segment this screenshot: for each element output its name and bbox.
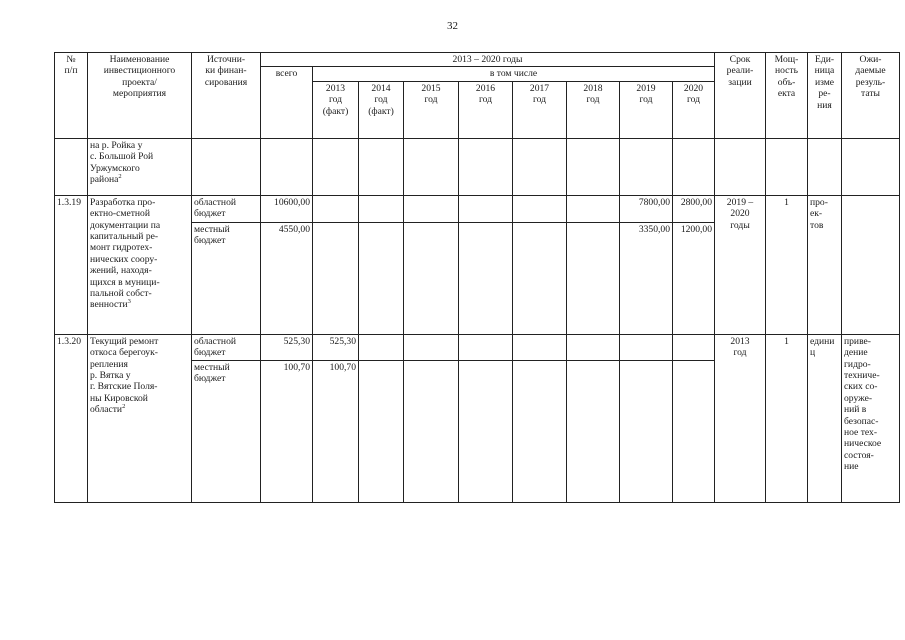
cell-total: 525,30 [261, 334, 313, 360]
row-unit: едини ц [808, 334, 842, 502]
header-year-2017: 2017 год [513, 81, 567, 138]
table-row [55, 334, 900, 360]
cell-2013: 100,70 [313, 360, 359, 502]
cell-2015 [404, 195, 459, 222]
cell-2013 [313, 195, 359, 222]
table-row [55, 195, 900, 222]
cell-2020 [673, 360, 715, 502]
row-num: 1.3.20 [55, 334, 88, 502]
cell-2016 [459, 334, 513, 360]
cell-2018 [567, 195, 620, 222]
continuation-name: на р. Ройка у с. Большой Рой Уржумского района$^2$ [88, 138, 192, 195]
cell-2016 [459, 222, 513, 334]
row-source: местный бюджет [192, 222, 261, 334]
header-total: всего [261, 67, 313, 138]
header-num: № п/п [55, 53, 88, 139]
cell-2019: 7800,00 [620, 195, 673, 222]
row-term: 2019 – 2020 годы [715, 195, 766, 334]
cell-2017 [513, 222, 567, 334]
header-term: Срок реали- зации [715, 53, 766, 139]
row-name: Текущий ремонт откоса берегоук- репления р. Вятка у г. Вятские Поля- ны Кировской области$^2$ [88, 334, 192, 502]
cell-2017 [513, 195, 567, 222]
cell-2020: 1200,00 [673, 222, 715, 334]
row-result [842, 195, 900, 334]
cell-2013: 525,30 [313, 334, 359, 360]
header-year-2015: 2015 год [404, 81, 459, 138]
cell-2016 [459, 195, 513, 222]
cell-2018 [567, 222, 620, 334]
header-name: Наименование инвестиционного проекта/ мероприятия [88, 53, 192, 139]
row-source: областной бюджет [192, 334, 261, 360]
row-source: местный бюджет [192, 360, 261, 502]
header-capacity: Мощ- ность объ- екта [766, 53, 808, 139]
cell-2019 [620, 334, 673, 360]
row-term: 2013 год [715, 334, 766, 502]
cell-2014 [359, 360, 404, 502]
cell-total: 100,70 [261, 360, 313, 502]
header-period: 2013 – 2020 годы [261, 53, 715, 67]
cell-2015 [404, 360, 459, 502]
row-unit: про- ек- тов [808, 195, 842, 334]
row-capacity: 1 [766, 195, 808, 334]
cell-2019: 3350,00 [620, 222, 673, 334]
cell-2014 [359, 334, 404, 360]
cell-2015 [404, 222, 459, 334]
header-year-2014: 2014 год (факт) [359, 81, 404, 138]
header-unit: Еди- ница изме ре- ния [808, 53, 842, 139]
header-year-2020: 2020 год [673, 81, 715, 138]
header-including: в том числе [313, 67, 715, 81]
continuation-row [55, 138, 900, 195]
header-year-2018: 2018 год [567, 81, 620, 138]
page-number: 32 [447, 20, 458, 32]
cell-2015 [404, 334, 459, 360]
row-result: приве- дение гидро- техниче- ских со- оруже- ний в безопас- ное тех- ническое состоя- ние [842, 334, 900, 502]
cell-2018 [567, 360, 620, 502]
cell-2016 [459, 360, 513, 502]
cell-total: 10600,00 [261, 195, 313, 222]
cell-2013 [313, 222, 359, 334]
row-capacity: 1 [766, 334, 808, 502]
row-num: 1.3.19 [55, 195, 88, 334]
cell-2018 [567, 334, 620, 360]
header-source: Источни- ки финан- сирования [192, 53, 261, 139]
investment-table [54, 52, 900, 503]
cell-2014 [359, 222, 404, 334]
cell-2014 [359, 195, 404, 222]
cell-2017 [513, 360, 567, 502]
header-year-2016: 2016 год [459, 81, 513, 138]
cell-total: 4550,00 [261, 222, 313, 334]
cell-2020: 2800,00 [673, 195, 715, 222]
header-year-2019: 2019 год [620, 81, 673, 138]
header-result: Ожи- даемые резуль- таты [842, 53, 900, 139]
header-year-2013: 2013 год (факт) [313, 81, 359, 138]
cell-2020 [673, 334, 715, 360]
row-name: Разработка про- ектно-сметной документации па капитальный ре- монт гидротех- нических соору- жений, находя- щихся в муници- пальной собст- венности$^3$ [88, 195, 192, 334]
row-source: областной бюджет [192, 195, 261, 222]
cell-2017 [513, 334, 567, 360]
cell-2019 [620, 360, 673, 502]
